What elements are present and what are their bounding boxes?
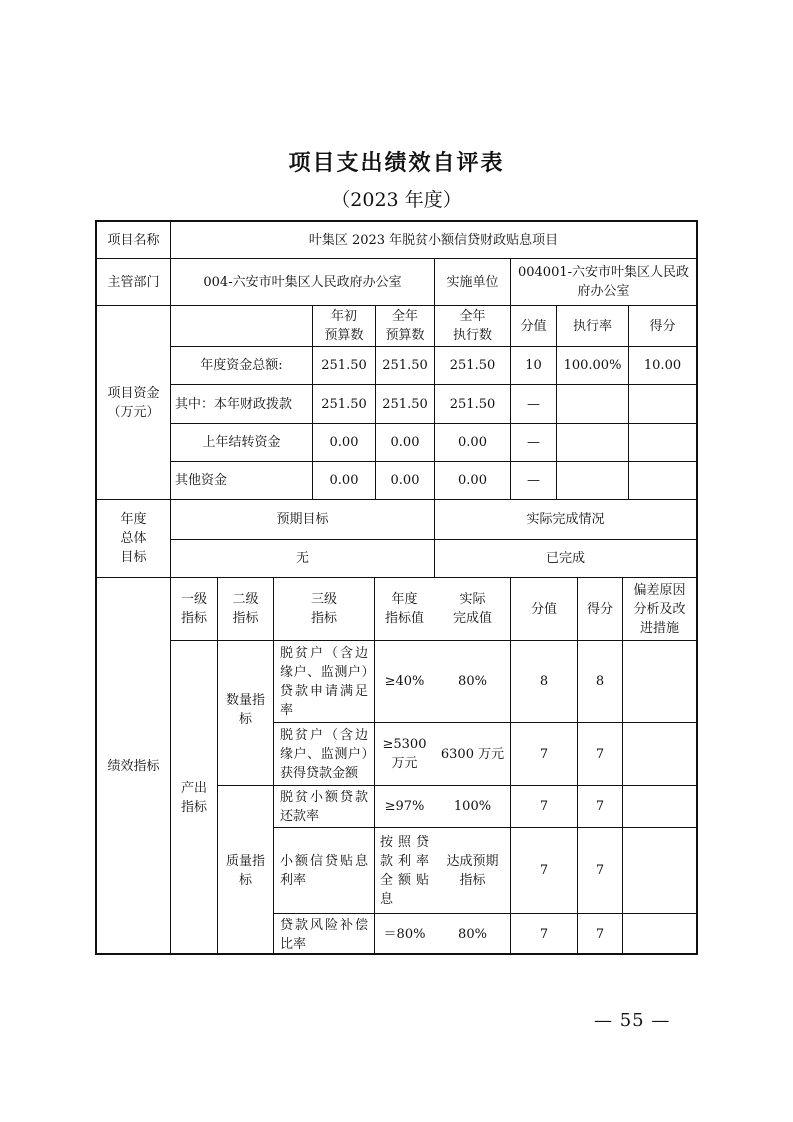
page-subtitle: （2023 年度） bbox=[331, 189, 462, 211]
funds-header-executed: 全年 执行数 bbox=[452, 309, 492, 343]
unit-value: 004001-六安市叶集区人民政 府办公室 bbox=[517, 265, 690, 299]
funds-row-initial: 251.50 bbox=[321, 358, 367, 373]
funds-row-annual: 0.00 bbox=[390, 473, 420, 488]
perf-row-target: ≥97% bbox=[384, 799, 425, 814]
perf-row-indicator: 脱贫小额贷款还款率 bbox=[280, 789, 368, 824]
page-title: 项目支出绩效自评表 bbox=[288, 150, 505, 176]
perf-row-actual: 6300 万元 bbox=[440, 746, 505, 762]
project-name-value: 叶集区 2023 年脱贫小额信贷财政贴息项目 bbox=[308, 232, 559, 248]
funds-row-name: 其他资金 bbox=[175, 473, 228, 488]
funds-header-initial: 年初 预算数 bbox=[324, 309, 364, 343]
perf-row-target: ≥5300 万元 bbox=[382, 737, 427, 771]
perf-row-actual: 达成预期 指标 bbox=[446, 853, 499, 888]
funds-header-score: 得分 bbox=[649, 318, 676, 334]
perf-row-score: 7 bbox=[595, 863, 605, 878]
funds-row-score-value: — bbox=[527, 396, 540, 412]
perf-header-score-value: 分值 bbox=[530, 601, 557, 617]
goals-actual-value: 已完成 bbox=[545, 551, 585, 566]
dept-value: 004-六安市叶集区人民政府办公室 bbox=[203, 274, 402, 290]
perf-header-note: 偏差原因 分析及改 进措施 bbox=[633, 582, 686, 636]
perf-row-note bbox=[623, 641, 696, 722]
perf-row-score-value: 7 bbox=[539, 746, 549, 762]
perf-row-score-value: 8 bbox=[539, 674, 549, 689]
perf-row-note bbox=[623, 723, 696, 785]
funds-row-executed: 251.50 bbox=[449, 358, 496, 373]
perf-row-score-value: 7 bbox=[539, 863, 549, 878]
funds-header-annual: 全年 预算数 bbox=[385, 309, 425, 343]
funds-row-score bbox=[629, 424, 696, 461]
funds-row-annual: 0.00 bbox=[390, 435, 420, 450]
perf-level2-quality: 质量指 标 bbox=[225, 853, 265, 888]
perf-row-target: 按照贷款利率全额贴息 bbox=[380, 834, 429, 907]
perf-row-note bbox=[623, 914, 696, 955]
perf-row-score-value: 7 bbox=[539, 927, 549, 942]
funds-row-score bbox=[629, 462, 696, 499]
funds-row-annual: 251.50 bbox=[382, 396, 428, 412]
funds-row-initial: 0.00 bbox=[329, 473, 359, 488]
project-name-label: 项目名称 bbox=[107, 232, 160, 248]
perf-row-indicator: 小额信贷贴息利率 bbox=[280, 853, 368, 888]
funds-row-rate: 100.00% bbox=[563, 358, 622, 373]
perf-row-score: 7 bbox=[595, 927, 605, 942]
dept-label: 主管部门 bbox=[107, 274, 160, 290]
perf-row-note bbox=[623, 828, 696, 913]
goals-actual-header: 实际完成情况 bbox=[526, 512, 605, 527]
perf-row-actual: 80% bbox=[458, 927, 487, 942]
performance-label: 绩效指标 bbox=[107, 759, 160, 774]
perf-header-score: 得分 bbox=[586, 601, 613, 617]
perf-row-note bbox=[623, 786, 696, 827]
funds-row-score bbox=[629, 385, 696, 423]
goals-label: 年度 总体 目标 bbox=[120, 512, 147, 565]
unit-label: 实施单位 bbox=[446, 274, 499, 290]
perf-row-indicator: 脱贫户（含边缘户、监测户）获得贷款金额 bbox=[280, 727, 368, 781]
funds-row-rate bbox=[557, 385, 628, 423]
goals-expected-header: 预期目标 bbox=[276, 512, 329, 527]
perf-level1-output: 产出 指标 bbox=[180, 781, 207, 815]
perf-row-indicator: 贷款风险补偿比率 bbox=[280, 917, 368, 952]
perf-level2-quantity: 数量指 标 bbox=[225, 693, 265, 727]
funds-header-score-value: 分值 bbox=[520, 318, 547, 334]
funds-row-executed: 251.50 bbox=[449, 396, 496, 412]
funds-row-annual: 251.50 bbox=[382, 358, 428, 373]
perf-row-score: 7 bbox=[595, 799, 605, 814]
perf-row-score-value: 7 bbox=[539, 799, 549, 814]
funds-row-executed: 0.00 bbox=[458, 435, 487, 450]
funds-row-initial: 0.00 bbox=[329, 435, 359, 450]
goals-expected-value: 无 bbox=[295, 551, 309, 566]
perf-row-score: 7 bbox=[595, 746, 605, 762]
perf-row-target: ＝80% bbox=[383, 927, 426, 942]
perf-row-target: ≥40% bbox=[384, 674, 425, 689]
perf-row-actual: 100% bbox=[453, 799, 492, 814]
funds-row-score: 10.00 bbox=[643, 358, 682, 373]
perf-header-level1: 一级 指标 bbox=[180, 592, 207, 626]
perf-header-level3: 三级 指标 bbox=[310, 592, 337, 626]
perf-row-actual: 80% bbox=[458, 674, 487, 689]
funds-row-initial: 251.50 bbox=[321, 396, 367, 412]
perf-row-score: 8 bbox=[595, 674, 605, 689]
funds-row-rate bbox=[557, 462, 628, 499]
funds-row-score-value: — bbox=[527, 435, 540, 450]
funds-row-score-value: 10 bbox=[525, 358, 542, 373]
funds-header-rate: 执行率 bbox=[572, 318, 612, 334]
perf-header-actual: 实际 完成值 bbox=[452, 592, 492, 626]
funds-row-name: 年度资金总额: bbox=[200, 358, 283, 373]
funds-label: 项目资金 （万元） bbox=[107, 385, 160, 420]
funds-row-name: 上年结转资金 bbox=[202, 435, 281, 450]
funds-row-executed: 0.00 bbox=[458, 473, 487, 488]
evaluation-table bbox=[95, 220, 698, 955]
page-number: — 55 — bbox=[594, 1010, 671, 1031]
perf-header-target: 年度 指标值 bbox=[384, 592, 424, 626]
funds-row-score-value: — bbox=[527, 473, 540, 488]
perf-header-level2: 二级 指标 bbox=[232, 592, 259, 626]
perf-row-indicator: 脱贫户（含边缘户、监测户）贷款申请满足率 bbox=[280, 645, 368, 718]
funds-row-rate bbox=[557, 424, 628, 461]
funds-row-name: 其中：本年财政拨款 bbox=[175, 396, 293, 412]
